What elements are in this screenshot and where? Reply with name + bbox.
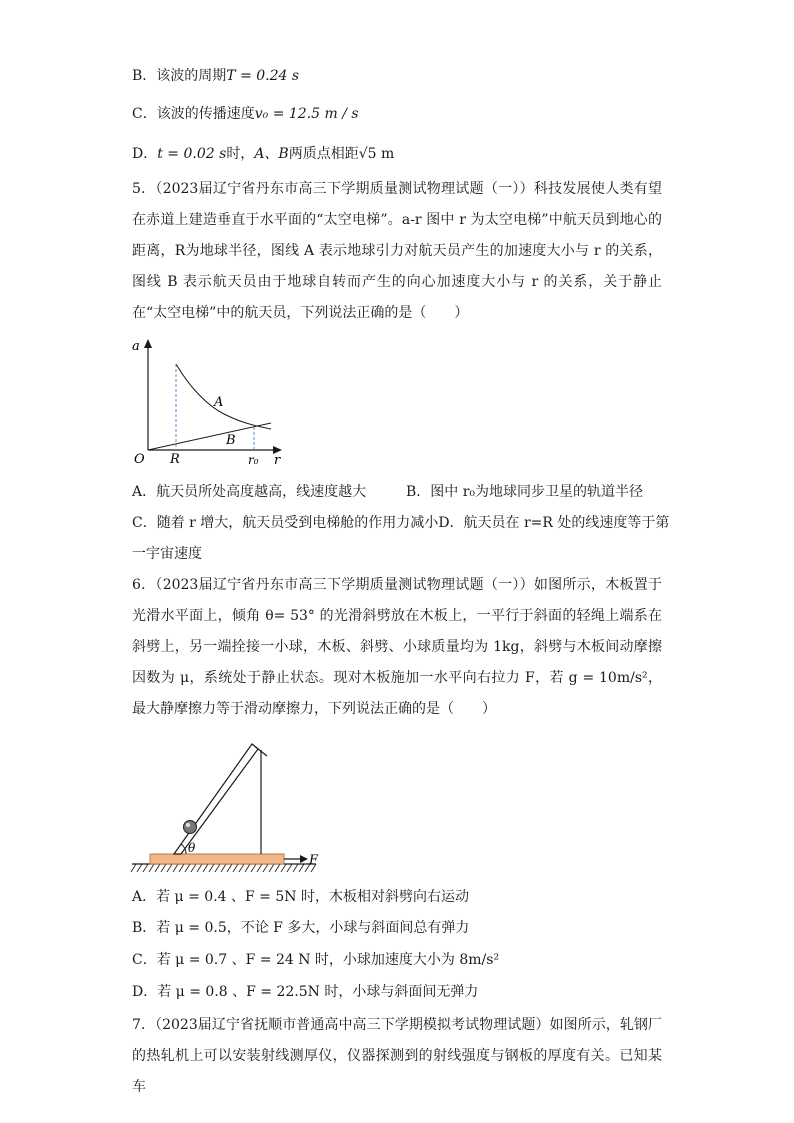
q5-a-r-graph <box>128 336 288 468</box>
q5-options-row2 <box>132 513 669 533</box>
force-label: F <box>309 853 319 868</box>
curve-a-label: A <box>214 395 224 410</box>
q6-option-d: D．若 μ = 0.8 、F = 22.5N 时，小球与斜面间无弹力 <box>132 984 479 1000</box>
q5-options-row1 <box>132 482 643 502</box>
q4-option-b-label: B．该波的周期 <box>132 68 227 84</box>
q4-option-d-prefix: D． <box>132 146 158 162</box>
q4-option-d-ab: A、B <box>254 146 289 162</box>
q4-option-d-mid: 时， <box>226 146 255 162</box>
y-axis-arrow <box>144 339 152 348</box>
q5-option-c: C．随着 r 增大，航天员受到电梯舱的作用力减小 <box>132 515 439 531</box>
q4-option-b <box>132 66 299 86</box>
q4-option-d-dist: √5 m <box>358 146 395 162</box>
ball-highlight <box>186 823 190 827</box>
q4-option-b-formula: T = 0.24 s <box>226 68 300 84</box>
q4-option-c <box>132 104 359 124</box>
curve-a <box>176 364 271 429</box>
q6-option-a: A．若 μ = 0.4 、F = 5N 时，木板相对斜劈向右运动 <box>132 889 469 905</box>
angle-label: θ <box>188 841 196 855</box>
q4-option-c-formula: v₀ = 12.5 m / s <box>254 106 359 122</box>
q5-option-d: D．航天员在 r=R 处的线速度等于第 <box>438 515 670 531</box>
force-arrowhead <box>300 855 308 863</box>
small-ball <box>184 821 197 834</box>
q4-option-c-label: C．该波的传播速度 <box>132 106 255 122</box>
q4-option-d-rest: 两质点相距 <box>288 146 359 162</box>
q5-option-a: A．航天员所处高度越高，线速度越大 <box>132 484 367 500</box>
q4-option-d-time: t = 0.02 s <box>157 146 227 162</box>
q5-option-d-cont: 一宇宙速度 <box>132 546 202 562</box>
tick-r-label: R <box>170 452 180 467</box>
q6-stem: 6．（2023届辽宁省丹东市高三下学期质量测试物理试题（一））如图所示，木板置于光滑水平面上，倾角 θ= 53° 的光滑斜劈放在木板上，一平行于斜面的轻绳上端系在斜劈上，另一端拴接一小球，木板、斜劈、小球质量均为 1kg，斜劈与木板间动摩擦因数为 μ，系统处于静止状态。现对木板施加一水平向右拉力 F，若 g = 10m/s²，最大静摩擦力等于滑动摩擦力，下列说法正确的是（ ） <box>132 577 662 717</box>
line-b <box>148 423 271 450</box>
q6-incline-figure <box>128 738 328 878</box>
y-axis-label: a <box>132 339 140 354</box>
x-axis-label: r <box>274 453 281 468</box>
q6-option-c: C．若 μ = 0.7 、F = 24 N 时，小球加速度大小为 8m/s² <box>132 952 500 968</box>
line-b-label: B <box>226 433 236 448</box>
origin-label: O <box>134 452 145 467</box>
wedge-incline <box>174 744 258 854</box>
ground-hatching <box>131 864 316 872</box>
q7-stem: 7．（2023届辽宁省抚顺市普通高中高三下学期模拟考试物理试题）如图所示，轧钢厂的热轧机上可以安装射线测厚仪，仪器探测到的射线强度与钢板的厚度有关。已知某车 <box>132 1017 662 1095</box>
q6-option-b: B．若 μ = 0.5，不论 F 多大，小球与斜面间总有弹力 <box>132 920 470 936</box>
tick-r0-label: r₀ <box>248 453 259 467</box>
wooden-board <box>150 854 284 864</box>
q4-option-d <box>132 144 394 164</box>
q5-option-b: B．图中 r₀为地球同步卫星的轨道半径 <box>406 484 644 500</box>
q5-stem: 5．（2023届辽宁省丹东市高三下学期质量测试物理试题（一））科技发展使人类有望在赤道上建造垂直于水平面的“太空电梯”。a-r 图中 r 为太空电梯”中航天员到地心的距离，R为地球半径，图线 A 表示地球引力对航天员产生的加速度大小与 r 的关系，图线 B 表示航天员由于地球自转而产生的向心加速度大小与 r 的关系，关于静止在“太空电梯”中的航天员，下列说法正确的是（ ） <box>132 181 662 321</box>
